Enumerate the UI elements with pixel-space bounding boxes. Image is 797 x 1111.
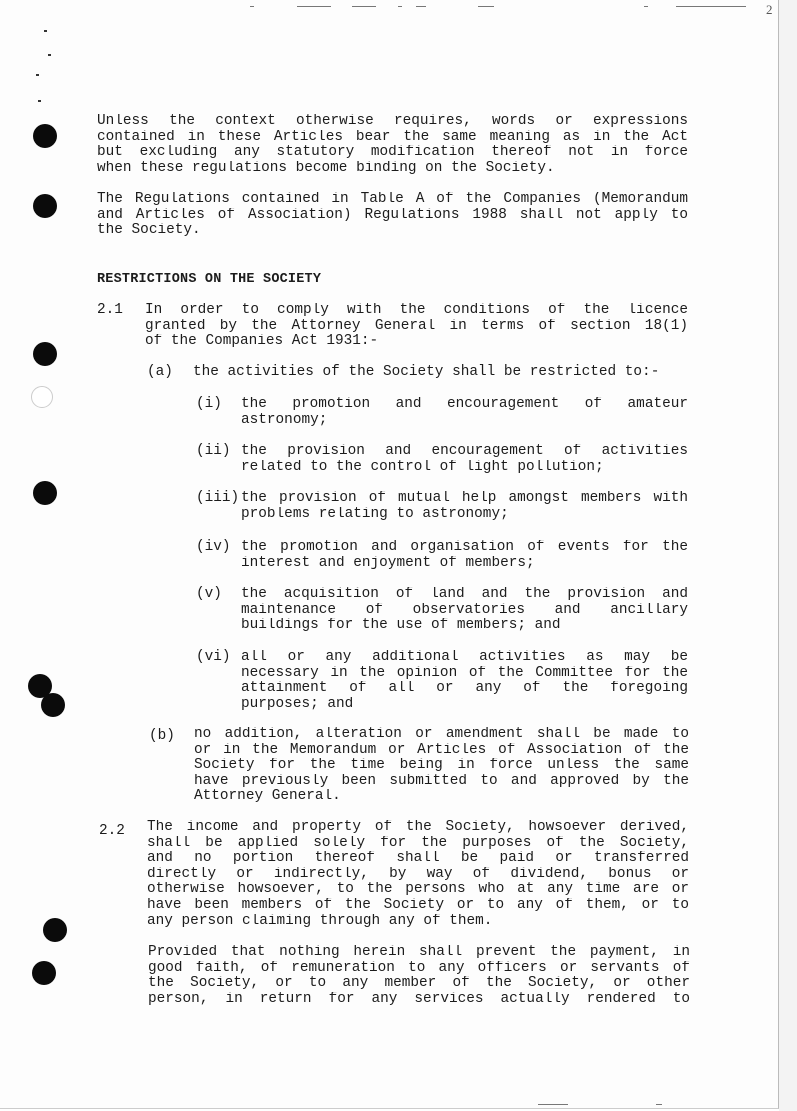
punch-hole <box>33 194 57 218</box>
item-text: the provision of mutual help amongst members with problems relating to astronomy; <box>241 491 688 522</box>
intro-paragraph-2: The Regulations contained in Table A of the Companies (Memorandum and Articles of Association) Regulations 1988 shall not apply to the Society. <box>97 192 688 239</box>
punch-hole <box>32 961 56 985</box>
scan-speck <box>36 74 39 76</box>
scan-mark <box>297 6 331 7</box>
item-text: the promotion and organisation of events for the interest and enjoyment of members; <box>241 540 688 571</box>
subclause-label: (a) <box>147 364 173 380</box>
punch-hole-ring <box>31 386 53 408</box>
punch-hole <box>33 124 57 148</box>
punch-hole <box>33 481 57 505</box>
item-text: the acquisition of land and the provision and maintenance of observatories and ancillary buildings for the use of members; and <box>241 587 688 634</box>
scan-mark <box>250 6 254 7</box>
intro-paragraph-1: Unless the context otherwise requires, words or expressions contained in these Articles bear the same meaning as in the Act but excluding any statutory modification thereof not in force when these regulations become binding on the Society. <box>97 114 688 176</box>
scanner-edge <box>779 0 797 1111</box>
item-label: (ii) <box>196 443 231 459</box>
item-text: the promotion and encouragement of amateur astronomy; <box>241 397 688 428</box>
punch-hole <box>43 918 67 942</box>
scan-mark <box>416 6 426 7</box>
scan-mark <box>478 6 494 7</box>
item-label: (iv) <box>196 539 231 555</box>
scan-mark <box>656 1104 662 1105</box>
scan-speck <box>44 30 47 32</box>
scan-mark <box>398 6 402 7</box>
scan-mark <box>644 6 648 7</box>
item-text: the provision and encouragement of activities related to the control of light pollution; <box>241 444 688 475</box>
scan-mark <box>676 6 746 7</box>
page-number: 2 <box>766 2 773 17</box>
subclause-b-text: no addition, alteration or amendment shall be made to or in the Memorandum or Articles of Association of the Society for the time being in force unless the same have previously been submitted to and approved by the Attorney General. <box>194 727 689 805</box>
clause-2-2-proviso: Provided that nothing herein shall prevent the payment, in good faith, of remuneration to any officers or servants of the Society, or to any member of the Society, or other person, in return for any services actually rendered to <box>148 945 690 1007</box>
item-label: (i) <box>196 396 222 412</box>
punch-hole <box>41 693 65 717</box>
clause-number: 2.2 <box>99 823 125 839</box>
subclause-a-text: the activities of the Society shall be restricted to:- <box>193 364 660 380</box>
scan-mark <box>538 1104 568 1105</box>
item-text: all or any additional activities as may be necessary in the opinion of the Committee for the attainment of all or any of the foregoing purposes; and <box>241 650 688 712</box>
item-label: (v) <box>196 586 222 602</box>
scan-speck <box>38 100 41 102</box>
clause-2-1-text: In order to comply with the conditions of the licence granted by the Attorney General in terms of section 18(1) of the Companies Act 1931:- <box>145 303 688 350</box>
item-label: (vi) <box>196 649 231 665</box>
clause-number: 2.1 <box>97 302 123 318</box>
punch-hole <box>33 342 57 366</box>
section-heading: RESTRICTIONS ON THE SOCIETY <box>97 272 322 287</box>
scan-speck <box>48 54 51 56</box>
subclause-label: (b) <box>149 728 175 744</box>
clause-2-2-text: The income and property of the Society, howsoever derived, shall be applied solely for the purposes of the Society, and no portion thereof shall be paid or transferred directly or indirectly, by way of dividend, bonus or otherwise howsoever, to the persons who at any time are or have been members of the Society or to any of them, or to any person claiming through any of them. <box>147 820 689 929</box>
scan-mark <box>352 6 376 7</box>
item-label: (iii) <box>196 490 240 506</box>
